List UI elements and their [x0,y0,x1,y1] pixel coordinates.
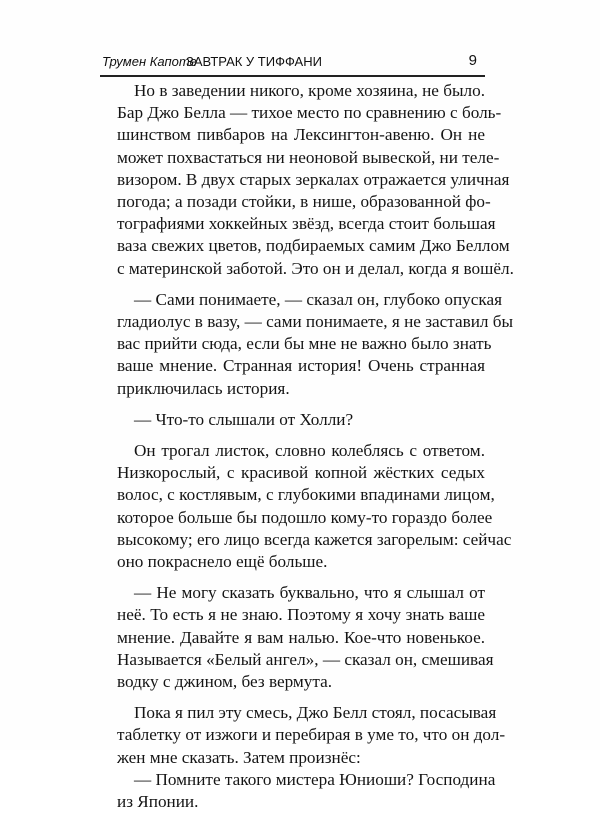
text-line: оно покраснело ещё больше. [117,552,328,572]
text-line: ваза свежих цветов, подбираемых самим Джо Беллом [117,236,510,256]
text-line: погода; а позади стойки, в нише, образованной фо- [117,192,491,212]
text-line: Пока я пил эту смесь, Джо Белл стоял, посасывая [134,703,497,723]
text-line: из Японии. [117,792,199,812]
text-line: Называется «Белый ангел», — сказал он, смешивая [117,649,494,669]
text-line: водку с джином, без вермута. [117,672,333,692]
text-line: таблетку от изжоги и перебирая в уме то, что он дол- [117,725,506,745]
paragraph-7 [100,769,496,813]
text-line: шинством пивбаров на Лексингтон-авеню. Он не [117,125,485,145]
text-line: вас прийти сюда, если бы мне не важно было знать [117,334,492,354]
text-line: Но в заведении никого, кроме хозяина, не было. [134,81,485,100]
header-author: Трумен Капоте [102,54,197,69]
text-line: с материнской заботой. Это он и делал, когда я вошёл. [117,258,514,278]
text-line: Низкорослый, с красивой копной жёстких седых [117,463,485,483]
page-number: 9 [468,52,477,69]
text-line: Бар Джо Белла — тихое место по сравнению с боль- [117,103,502,123]
text-line: неё. То есть я не знаю. Поэтому я хочу знать ваше [117,605,485,625]
text-line: жен мне сказать. Затем произнёс: [117,747,361,767]
paragraph-6 [100,702,506,769]
text-line: гладиолус в вазу, — сами понимаете, я не заставил бы [117,312,514,332]
running-header [100,53,485,77]
text-line: Он трогал листок, словно колеблясь с ответом. [134,441,485,461]
text-line: тографиями хоккейных звёзд, всегда стоит большая [117,214,496,234]
text-line: мнение. Давайте я вам налью. Кое-что новенькое. [117,627,485,647]
header-book-title: ЗАВТРАК У ТИФФАНИ [186,54,322,69]
text-line: — Что-то слышали от Холли? [134,409,354,429]
paragraph-4 [100,440,512,573]
text-line: приключилась история. [117,378,290,398]
text-line: которое больше бы подошло кому-то гораздо более [117,507,493,527]
paragraph-5 [100,582,494,693]
text-line: — Не могу сказать буквально, что я слышал от [134,583,485,603]
body-text [100,80,514,822]
text-line: — Сами понимаете, — сказал он, глубоко опуская [134,289,503,309]
paragraph-2 [100,289,514,400]
text-line: может похвастаться ни неоновой вывеской, ни теле- [117,147,500,167]
text-line: волос, с костлявым, с глубокими впадинами лицом, [117,485,495,505]
text-line: визором. В двух старых зеркалах отражается уличная [117,169,510,189]
text-line: высокому; его лицо всегда кажется загорелым: сейчас [117,529,512,549]
text-line: ваше мнение. Странная история! Очень странная [117,356,485,376]
text-line: — Помните такого мистера Юниоши? Господина [134,769,496,789]
paragraph-1 [100,80,514,280]
paragraph-3 [100,409,485,431]
